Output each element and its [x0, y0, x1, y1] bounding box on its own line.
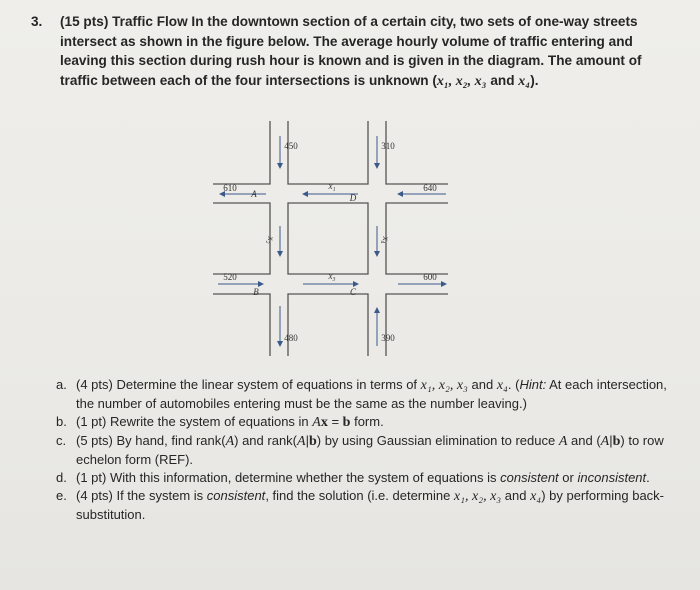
problem-and: and: [486, 72, 519, 88]
unknown-x1: x₁: [328, 181, 336, 191]
intersection-b: B: [253, 287, 259, 297]
part-c-b: b: [308, 434, 317, 449]
part-d: [56, 469, 676, 487]
part-b-text: (1 pt) Rewrite the system of equations in: [76, 414, 313, 429]
part-a-text: (4 pts) Determine the linear system of equations in terms of: [76, 377, 421, 392]
part-d-text: (1 pt) With this information, determine whether the system of equations is: [76, 470, 501, 485]
part-c-a1: A: [225, 434, 235, 449]
part-a-letter: a.: [56, 377, 67, 392]
intersection-d: D: [349, 193, 357, 203]
part-d-or: or: [558, 470, 578, 485]
part-e-text2: , find the solution (i.e. determine: [265, 488, 454, 503]
part-b-vector-b: b: [342, 415, 351, 430]
question-parts: [56, 376, 676, 524]
part-e-vars: x₁, x₂, x₃: [453, 489, 502, 504]
part-d-period: .: [646, 470, 650, 485]
problem-text-end: ).: [530, 72, 539, 88]
part-b-matrix-a: A: [312, 415, 321, 430]
flow-top-left: 450: [284, 141, 298, 151]
part-c-bar: |: [305, 433, 309, 448]
problem-last-var: x₄: [518, 73, 531, 89]
problem-title: Traffic Flow: [112, 14, 188, 29]
part-d-letter: d.: [56, 470, 67, 485]
flow-top-right: 310: [381, 141, 395, 151]
part-c-text2: ) and rank(: [234, 433, 298, 448]
part-e-x4: x₄: [530, 489, 542, 504]
part-a-hint-text: At each intersection, the number of automobiles entering must be the same as the number leaving.): [76, 377, 667, 411]
problem-number: 3.: [31, 14, 43, 29]
part-b-vector-x: x: [320, 415, 328, 430]
intersection-c: C: [349, 287, 357, 297]
flow-right-top: 640: [423, 183, 437, 193]
part-d-inconsistent: inconsistent: [577, 470, 647, 485]
part-e-text3: ) by performing back-substitution.: [76, 488, 665, 522]
part-a-hint-label: Hint:: [519, 377, 547, 392]
part-e-text: (4 pts) If the system is: [76, 488, 207, 503]
part-e-consistent: consistent: [206, 488, 266, 503]
flow-left-top: 610: [223, 183, 237, 193]
part-b: [56, 413, 676, 432]
part-c: [56, 432, 676, 469]
unknown-x4: x₄: [381, 236, 391, 244]
part-c-a2: A: [297, 434, 306, 449]
flow-left-bottom: 520: [223, 272, 237, 282]
intersection-a: A: [251, 189, 257, 199]
part-a-x4: x₄: [496, 378, 508, 393]
problem-statement: [31, 12, 674, 91]
street-grid: [208, 116, 458, 366]
part-c-text5: ) to row echelon form (REF).: [76, 433, 664, 467]
part-d-consistent: consistent: [500, 470, 559, 485]
part-e: [56, 487, 676, 524]
part-c-a4: A: [600, 434, 610, 449]
part-c-letter: c.: [56, 433, 67, 448]
flow-bottom-right: 390: [381, 333, 395, 343]
part-b-equals: =: [327, 414, 343, 429]
problem-vars: x₁, x₂, x₃: [436, 73, 487, 89]
part-a-and: and: [467, 377, 497, 392]
part-b-letter: b.: [56, 414, 67, 429]
part-e-letter: e.: [56, 488, 67, 503]
part-c-a3: A: [558, 434, 568, 449]
part-a-vars: x₁, x₂, x₃: [420, 378, 468, 393]
flow-right-bottom: 600: [423, 272, 437, 282]
flow-bottom-left: 480: [284, 333, 298, 343]
unknown-x3: x₃: [328, 271, 336, 281]
part-c-b2: b: [612, 434, 621, 449]
part-a-punct: . (: [507, 377, 520, 392]
problem-points: (15 pts): [60, 14, 109, 29]
part-a: [56, 376, 676, 413]
traffic-diagram: [208, 116, 458, 366]
unknown-x2: x₂: [266, 236, 276, 244]
part-e-and: and: [501, 488, 531, 503]
part-c-bar2: |: [609, 433, 613, 448]
problem-text: In the downtown section of a certain city, two sets of one-way streets intersect as shown in the figure below. The average hourly volume of traffic entering and leaving this section during rush hour is known and is given in the diagram. The amount of traffic between each of the four intersections is unknown (: [60, 14, 642, 88]
part-c-text3: ) by using Gaussian elimination to reduce: [316, 433, 559, 448]
part-c-text4: and (: [567, 433, 601, 448]
part-b-text-end: form.: [350, 414, 384, 429]
part-c-text: (5 pts) By hand, find rank(: [76, 433, 226, 448]
